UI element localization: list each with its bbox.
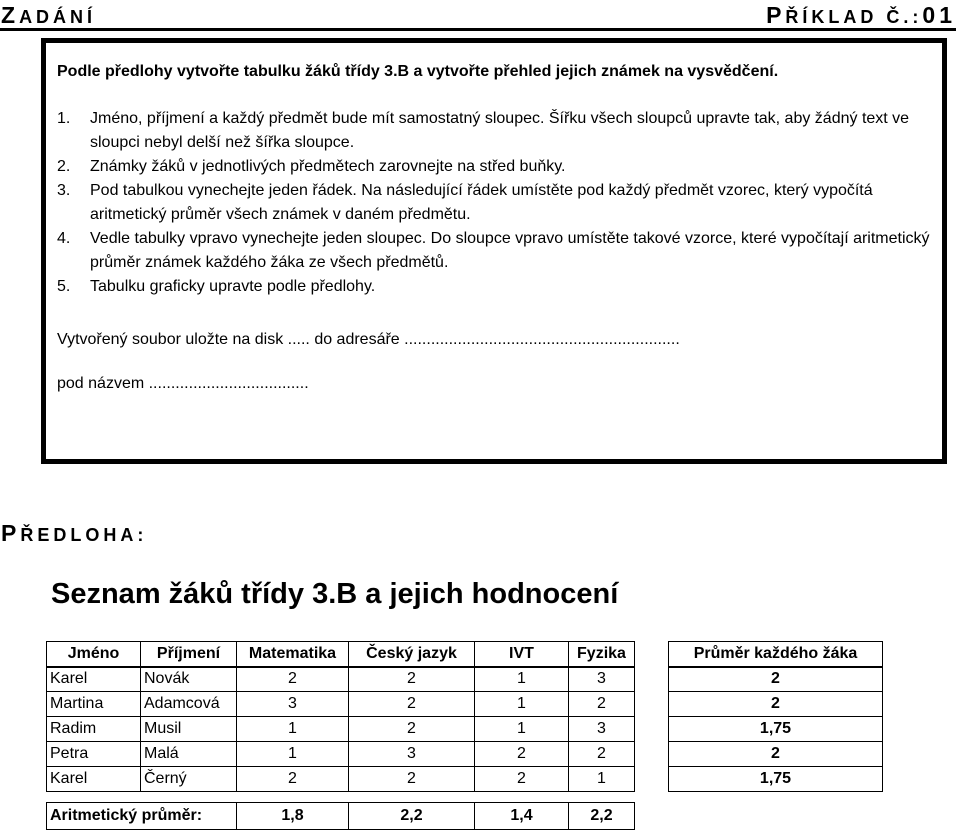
step-text: Vedle tabulky vpravo vynechejte jeden sloupec. Do sloupce vpravo umístěte takové vzorce, které vypočítají aritmetický průměr známek každého žáka ze všech předmětů.: [90, 230, 930, 271]
example-heading-initial: P: [766, 2, 786, 28]
column-header: Matematika: [237, 642, 349, 667]
table-cell: Karel: [47, 667, 141, 692]
table-cell: 2: [569, 692, 635, 717]
table-row: [47, 692, 635, 717]
step-number: 1.: [57, 110, 71, 127]
template-heading-initial: P: [1, 520, 21, 546]
subject-average-cell: 2,2: [569, 803, 635, 830]
student-average-cell: 1,75: [669, 767, 883, 792]
file-name-instruction: pod názvem ....................................: [57, 375, 309, 392]
subject-average-cell: 2,2: [349, 803, 475, 830]
example-heading-rest: ŘÍKLAD Č.:: [785, 7, 923, 27]
table-cell: 2: [237, 767, 349, 792]
column-header: Jméno: [47, 642, 141, 667]
table-cell: 1: [237, 742, 349, 767]
step-number: 5.: [57, 278, 71, 295]
table-header-row: [47, 642, 635, 667]
step-text: Tabulku graficky upravte podle předlohy.: [90, 278, 376, 295]
table-cell: 1: [475, 667, 569, 692]
grades-table: [46, 641, 635, 792]
table-cell: 2: [475, 742, 569, 767]
table-row: [47, 717, 635, 742]
table-row: [47, 667, 635, 692]
step-text: Známky žáků v jednotlivých předmětech zarovnejte na střed buňky.: [90, 158, 566, 175]
column-header: Fyzika: [569, 642, 635, 667]
table-row: [47, 767, 635, 792]
example-number-heading: [766, 2, 956, 29]
table-cell: 1: [475, 692, 569, 717]
task-steps: [57, 107, 937, 299]
summary-label: Aritmetický průměr:: [47, 803, 237, 830]
assignment-heading: [1, 2, 96, 29]
header-rule: [0, 28, 956, 31]
table-cell: Malá: [141, 742, 237, 767]
column-header: Příjmení: [141, 642, 237, 667]
table-row: [47, 803, 635, 830]
student-average-cell: 2: [669, 692, 883, 717]
table-cell: 3: [349, 742, 475, 767]
table-cell: Musil: [141, 717, 237, 742]
table-cell: 2: [349, 717, 475, 742]
step-text: Pod tabulkou vynechejte jeden řádek. Na následující řádek umístěte pod každý předmět vzorec, který vypočítá aritmetický průměr všech známek v daném předmětu.: [90, 182, 873, 223]
column-header: Průměr každého žáka: [669, 642, 883, 667]
task-step: [57, 179, 937, 227]
task-step: [57, 155, 937, 179]
student-average-cell: 2: [669, 667, 883, 692]
assignment-heading-initial: Z: [1, 2, 20, 28]
step-text: Jméno, příjmení a každý předmět bude mít samostatný sloupec. Šířku všech sloupců upravte tak, aby žádný text ve sloupci nebyl delší než šířka sloupce.: [90, 110, 910, 151]
sheet-title: Seznam žáků třídy 3.B a jejich hodnocení: [51, 578, 619, 610]
table-cell: Martina: [47, 692, 141, 717]
table-cell: Novák: [141, 667, 237, 692]
table-cell: Petra: [47, 742, 141, 767]
example-number: 01: [922, 2, 956, 28]
column-header: IVT: [475, 642, 569, 667]
step-number: 4.: [57, 230, 71, 247]
table-cell: 2: [237, 667, 349, 692]
table-row: [669, 742, 883, 767]
student-average-table: [668, 641, 883, 792]
assignment-heading-rest: ADÁNÍ: [19, 7, 97, 27]
table-cell: 2: [349, 692, 475, 717]
table-cell: 2: [349, 667, 475, 692]
template-heading-rest: ŘEDLOHA:: [20, 525, 148, 545]
task-step: [57, 227, 937, 275]
table-header-row: [669, 642, 883, 667]
table-row: [669, 667, 883, 692]
table-cell: Radim: [47, 717, 141, 742]
task-step: [57, 275, 937, 299]
table-row: [669, 767, 883, 792]
table-row: [669, 692, 883, 717]
table-cell: 2: [569, 742, 635, 767]
column-header: Český jazyk: [349, 642, 475, 667]
template-heading: [1, 520, 147, 547]
subject-average-table: [46, 802, 635, 830]
student-average-cell: 1,75: [669, 717, 883, 742]
subject-average-cell: 1,8: [237, 803, 349, 830]
table-cell: 3: [237, 692, 349, 717]
subject-average-cell: 1,4: [475, 803, 569, 830]
table-cell: 1: [237, 717, 349, 742]
table-cell: Černý: [141, 767, 237, 792]
step-number: 3.: [57, 182, 71, 199]
step-number: 2.: [57, 158, 71, 175]
table-cell: 1: [569, 767, 635, 792]
table-cell: Adamcová: [141, 692, 237, 717]
student-average-cell: 2: [669, 742, 883, 767]
task-intro: Podle předlohy vytvořte tabulku žáků třídy 3.B a vytvořte přehled jejich známek na vysvědčení.: [57, 63, 779, 80]
table-cell: 1: [475, 717, 569, 742]
table-cell: Karel: [47, 767, 141, 792]
table-cell: 3: [569, 717, 635, 742]
table-row: [669, 717, 883, 742]
table-cell: 3: [569, 667, 635, 692]
task-step: [57, 107, 937, 155]
table-cell: 2: [349, 767, 475, 792]
table-cell: 2: [475, 767, 569, 792]
save-instruction: Vytvořený soubor uložte na disk ..... do adresáře ..............................................................: [57, 331, 680, 348]
table-row: [47, 742, 635, 767]
